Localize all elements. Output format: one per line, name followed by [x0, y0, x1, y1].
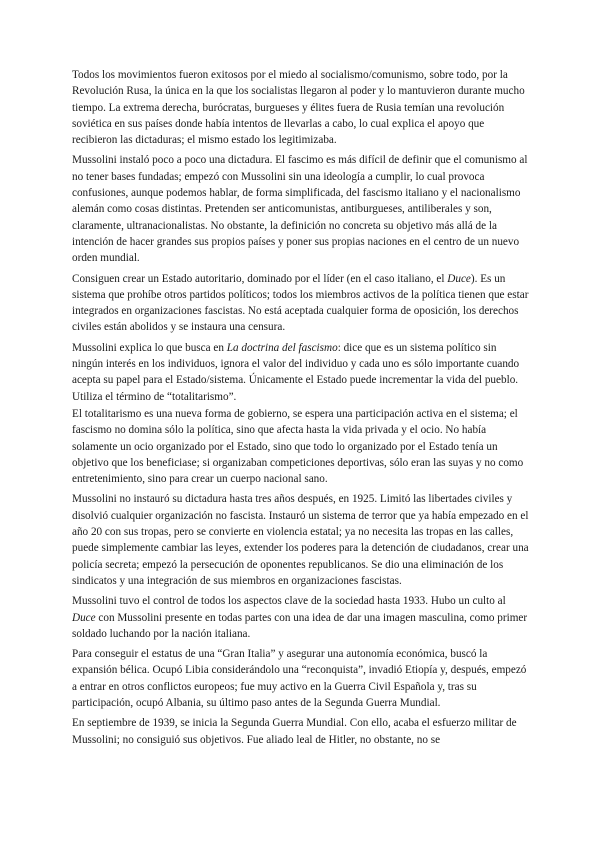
- text-run: Para conseguir el estatus de una “Gran Italia” y asegurar una autonomía económica, buscó la expansión bélica. Ocupó Libia considerándolo una “reconquista”, invadió Etiopía y, después, empezó a entrar en otros conflictos europeos; fue muy activo en la Guerra Civil Española y, tras su participación, ocupó Albania, su último paso antes de la Segunda Guerra Mundial.: [72, 648, 527, 709]
- paragraph-p5: [72, 406, 530, 487]
- paragraph-p2: [72, 152, 530, 266]
- text-run: El totalitarismo es una nueva forma de gobierno, se espera una participación activa en el sistema; el fascismo no domina sólo la política, sino que afecta hasta la vida privada y el ocio. No había solamente un ocio organizado por el Estado, sino que todo lo organizado por el Estado tenía un objetivo que los beneficiase; si organizaban competiciones deportivas, sólo eran las suyas y no como entretenimiento, sino para crear un cuerpo nacional sano.: [72, 407, 524, 486]
- document-page: [72, 67, 530, 752]
- paragraph-p7: [72, 593, 530, 642]
- text-run: Mussolini explica lo que busca en: [72, 341, 227, 354]
- text-run: con Mussolini presente en todas partes con una idea de dar una imagen masculina, como primer soldado luchando por la nación italiana.: [72, 611, 528, 640]
- paragraph-p3: [72, 271, 530, 336]
- paragraph-p9: [72, 715, 530, 748]
- italic-text: Duce: [447, 272, 471, 285]
- text-run: Todos los movimientos fueron exitosos por el miedo al socialismo/comunismo, sobre todo, por la Revolución Rusa, la única en la que los socialistas llegaron al poder y lo mantuvieron durante mucho tiempo. La extrema derecha, burócratas, burgueses y élites fuera de Rusia temían una revolución soviética en sus países donde había intentos de llevarlas a cabo, lo cual explica el apoyo que recibieron las dictaduras; el mismo estado los legitimizaba.: [72, 69, 525, 147]
- paragraph-p1: [72, 67, 530, 148]
- text-run: : dice que es un sistema político sin ningún interés en los individuos, ignora el valor del individuo y cada uno es sólo importante cuando acepta su papel para el Estado/sistema. Únicamente el Estado puede incrementar la vida del pueblo. Utiliza el término de “totalitarismo”.: [72, 341, 520, 403]
- text-run: ). Es un sistema que prohíbe otros partidos políticos; todos los miembros activos de la política tienen que estar integrados en organizaciones fascistas. No está aceptada cualquier forma de oposición, los derechos civiles están abolidos y se instaura una censura.: [72, 272, 529, 334]
- text-run: Mussolini no instauró su dictadura hasta tres años después, en 1925. Limitó las libertades civiles y disolvió cualquier organización no fascista. Instauró un sistema de terror que ya había empezado en el año 20 con sus tropas, pero se convierte en violencia estatal; ya no necesita las tropas en las calles, puede simplemente cambiar las leyes, extender los poderes para la detención de ciudadanos, crear una policía secreta; empezó la persecución de oponentes republicanos. Se dio una eliminación de los sindicatos y una integración de sus miembros en organizaciones fascistas.: [72, 493, 529, 587]
- italic-text: Duce: [72, 611, 96, 624]
- text-run: En septiembre de 1939, se inicia la Segunda Guerra Mundial. Con ello, acaba el esfuerzo militar de Mussolini; no consiguió sus objetivos. Fue aliado leal de Hitler, no obstante, no se: [72, 717, 517, 746]
- paragraph-p4: [72, 340, 530, 405]
- text-run: Consiguen crear un Estado autoritario, dominado por el líder (en el caso italiano, el: [72, 272, 448, 285]
- paragraph-p8: [72, 646, 530, 711]
- italic-text: La doctrina del fascismo: [226, 341, 338, 354]
- text-run: Mussolini tuvo el control de todos los aspectos clave de la sociedad hasta 1933. Hubo un culto al: [72, 595, 506, 608]
- paragraph-p6: [72, 491, 530, 589]
- text-run: Mussolini instaló poco a poco una dictadura. El fascimo es más difícil de definir que el comunismo al no tener bases fundadas; empezó con Mussolini sin una ideología a cumplir, lo cual provoca confusiones, aunque podemos hablar, de forma simplificada, del fascismo italiano y el nacionalismo alemán como cosas distintas. Pretenden ser anticomunistas, antiburgueses, antiliberales y son, claramente, ultranacionalistas. No obstante, la definición no concreta su objetivo más allá de la intención de hacer grandes sus propios países y poner sus propias naciones en el centro de un nuevo orden mundial.: [72, 154, 528, 265]
